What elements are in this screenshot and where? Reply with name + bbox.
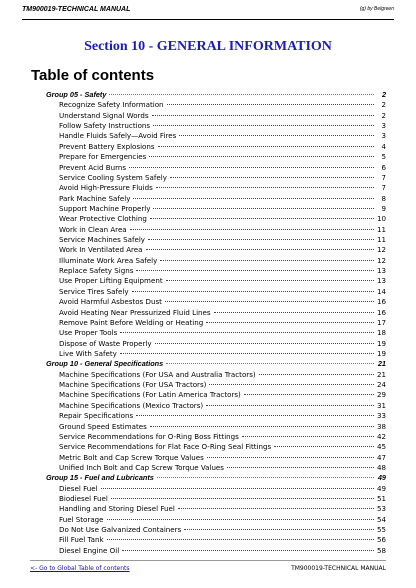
toc-page-number: 45 — [376, 442, 386, 452]
dot-leader — [107, 539, 374, 540]
toc-entry-title: Service Recommendations for Flat Face O-Ring Seal Fittings — [59, 442, 272, 452]
toc-entry-row[interactable] — [46, 266, 386, 276]
toc-entry-row[interactable] — [46, 328, 386, 338]
toc-page-number: 12 — [376, 255, 386, 265]
toc-page-number: 5 — [381, 152, 386, 162]
toc-entry-title: Prevent Acid Burns — [59, 162, 127, 172]
toc-page-number: 13 — [376, 276, 386, 286]
toc-entry-title: Dispose of Waste Properly — [59, 338, 152, 348]
dot-leader — [129, 167, 374, 168]
toc-entry-title: Avoid Heating Near Pressurized Fluid Lines — [59, 307, 211, 317]
toc-entry-row[interactable] — [46, 183, 386, 193]
toc-page-number: 21 — [376, 369, 386, 379]
dot-leader — [153, 208, 374, 209]
toc-page-number: 13 — [376, 266, 386, 276]
toc-entry-row[interactable] — [46, 308, 386, 318]
dot-leader — [214, 312, 374, 313]
toc-page-number: 6 — [381, 162, 386, 172]
toc-page-number: 47 — [376, 452, 386, 462]
toc-page-number: 3 — [381, 121, 386, 131]
dot-leader — [149, 156, 374, 157]
toc-entry-title: Machine Specifications (For USA and Australia Tractors) — [59, 369, 256, 379]
toc-entry-row[interactable] — [46, 525, 386, 535]
dot-leader — [133, 198, 374, 199]
toc-entry-title: Fill Fuel Tank — [59, 535, 104, 545]
toc-entry-row[interactable] — [46, 173, 386, 183]
toc-page-number: 24 — [376, 380, 386, 390]
toc-entry-row[interactable] — [46, 100, 386, 110]
toc-entry-row[interactable] — [46, 276, 386, 286]
toc-entry-row[interactable] — [46, 111, 386, 121]
toc-page-number: 21 — [377, 359, 386, 369]
toc-entry-title: Remove Paint Before Welding or Heating — [59, 317, 204, 327]
toc-entry-title: Service Machines Safely — [59, 235, 145, 245]
toc-entry-title: Understand Signal Words — [59, 110, 149, 120]
toc-group-title: Group 05 - Safety — [46, 90, 107, 99]
dot-leader — [167, 104, 374, 105]
toc-entry-row[interactable] — [46, 390, 386, 400]
dot-leader — [170, 177, 374, 178]
section-title: Section 10 - GENERAL INFORMATION — [84, 39, 332, 54]
toc-page-number: 14 — [376, 286, 386, 296]
toc-entry-row[interactable] — [46, 152, 386, 162]
dot-leader — [179, 135, 374, 136]
toc-page-number: 51 — [376, 494, 386, 504]
toc-entry-title: Do Not Use Galvanized Containers — [59, 525, 182, 535]
dot-leader — [165, 301, 374, 302]
toc-page-number: 48 — [376, 462, 386, 472]
toc-page-number: 19 — [376, 338, 386, 348]
dot-leader — [120, 332, 374, 333]
toc-entry-title: Avoid High-Pressure Fluids — [59, 183, 153, 193]
dot-leader — [148, 239, 374, 240]
footer-manual-title: TM900019-TECHNICAL MANUAL — [291, 565, 386, 572]
toc-entry-row[interactable] — [46, 235, 386, 245]
toc-entry-row[interactable] — [46, 432, 386, 442]
toc-entry-row[interactable] — [46, 318, 386, 328]
toc-entry-row[interactable] — [46, 504, 386, 514]
toc-entry-row[interactable] — [46, 194, 386, 204]
toc-entry-title: Biodiesel Fuel — [59, 494, 108, 504]
dot-leader — [155, 343, 374, 344]
dot-leader — [150, 426, 374, 427]
toc-entry-title: Unified Inch Bolt and Cap Screw Torque Values — [59, 462, 224, 472]
dot-leader — [120, 353, 374, 354]
page-footer — [30, 560, 386, 574]
toc-entry-row[interactable] — [46, 380, 386, 390]
toc-page-number: 38 — [376, 421, 386, 431]
toc-entry-row[interactable] — [46, 535, 386, 545]
toc-page-number: 3 — [381, 131, 386, 141]
toc-page-number: 16 — [376, 297, 386, 307]
toc-group-title: Group 10 - General Specifications — [46, 359, 164, 369]
toc-page-number: 7 — [381, 172, 386, 182]
toc-entry-row[interactable] — [46, 484, 386, 494]
toc-page-number: 2 — [381, 100, 386, 110]
toc-group-row[interactable] — [46, 90, 386, 100]
dot-leader — [146, 249, 374, 250]
toc-entry-row[interactable] — [46, 515, 386, 525]
toc-entry-row[interactable] — [46, 370, 386, 380]
toc-entry-title: Machine Specifications (For USA Tractors) — [59, 380, 207, 390]
toc-entry-title: Live With Safety — [59, 348, 117, 358]
toc-group-title: Group 15 - Fuel and Lubricants — [46, 473, 154, 483]
dot-leader — [184, 529, 374, 530]
dot-leader — [206, 405, 374, 406]
dot-leader — [178, 508, 374, 509]
toc-page-number: 16 — [376, 307, 386, 317]
toc-entry-row[interactable] — [46, 245, 386, 255]
toc-page-number: 49 — [376, 483, 386, 493]
toc-entry-row[interactable] — [46, 422, 386, 432]
toc-entry-title: Metric Bolt and Cap Screw Torque Values — [59, 452, 204, 462]
dot-leader — [242, 436, 374, 437]
toc-entry-title: Machine Specifications (For Latin America Tractors) — [59, 390, 241, 400]
toc-page-number: 17 — [376, 317, 386, 327]
toc-entry-title: Work in Clean Area — [59, 224, 127, 234]
toc-entry-row[interactable] — [46, 494, 386, 504]
toc-page-number: 18 — [376, 328, 386, 338]
dot-leader — [101, 488, 374, 489]
toc-entry-title: Use Proper Lifting Equipment — [59, 276, 163, 286]
dot-leader — [109, 94, 374, 95]
dot-leader — [166, 280, 374, 281]
toc-entry-title: Prepare for Emergencies — [59, 152, 147, 162]
header-publisher: (g) by Belgreen — [359, 6, 394, 12]
dot-leader — [153, 125, 374, 126]
toc-entry-row[interactable] — [46, 204, 386, 214]
toc-entry-title: Recognize Safety Information — [59, 100, 164, 110]
toc-page-number: 29 — [376, 390, 386, 400]
dot-leader — [259, 374, 374, 375]
toc-page-number: 10 — [376, 214, 386, 224]
toc-entry-row[interactable] — [46, 401, 386, 411]
toc-entry-title: Diesel Engine Oil — [59, 545, 120, 555]
toc-entry-title: Fuel Storage — [59, 514, 104, 524]
toc-entry-title: Service Tires Safely — [59, 286, 129, 296]
toc-page-number: 53 — [376, 504, 386, 514]
toc-entry-title: Machine Specifications (Mexico Tractors) — [59, 400, 204, 410]
toc-entry-row[interactable] — [46, 339, 386, 349]
toc-page-number: 11 — [376, 224, 386, 234]
toc-entry-row[interactable] — [46, 121, 386, 131]
toc-page-number: 8 — [381, 193, 386, 203]
header-manual-title: TM900019-TECHNICAL MANUAL — [22, 6, 131, 13]
dot-leader — [136, 270, 374, 271]
toc-page-number: 2 — [381, 110, 386, 120]
toc-entry-title: Wear Protective Clothing — [59, 214, 147, 224]
toc-entry-title: Repair Specifications — [59, 411, 134, 421]
dot-leader — [209, 384, 374, 385]
toc-entry-title: Prevent Battery Explosions — [59, 141, 155, 151]
toc-group-row[interactable] — [46, 359, 386, 369]
toc-entry-title: Handling and Storing Diesel Fuel — [59, 504, 175, 514]
dot-leader — [244, 394, 374, 395]
dot-leader — [157, 477, 374, 478]
toc-entry-row[interactable] — [46, 442, 386, 452]
toc-page-number: 49 — [377, 473, 386, 483]
toc-entry-title: Support Machine Properly — [59, 203, 151, 213]
table-of-contents — [46, 90, 386, 556]
toc-entry-title: Follow Safety Instructions — [59, 121, 151, 131]
dot-leader — [207, 457, 374, 458]
dot-leader — [122, 550, 374, 551]
toc-entry-row[interactable] — [46, 463, 386, 473]
dot-leader — [150, 218, 374, 219]
toc-page-number: 42 — [376, 431, 386, 441]
toc-entry-row[interactable] — [46, 287, 386, 297]
toc-page-number: 7 — [381, 183, 386, 193]
toc-entry-title: Service Recommendations for O-Ring Boss Fittings — [59, 431, 239, 441]
dot-leader — [136, 415, 374, 416]
toc-entry-title: Use Proper Tools — [59, 328, 118, 338]
toc-page-number: 33 — [376, 411, 386, 421]
toc-page-number: 19 — [376, 348, 386, 358]
dot-leader — [206, 322, 374, 323]
dot-leader — [132, 291, 374, 292]
dot-leader — [130, 229, 374, 230]
toc-entry-row[interactable] — [46, 142, 386, 152]
toc-entry-title: Avoid Harmful Asbestos Dust — [59, 297, 162, 307]
dot-leader — [107, 519, 374, 520]
dot-leader — [166, 363, 374, 364]
toc-entry-row[interactable] — [46, 453, 386, 463]
toc-heading: Table of contents — [31, 67, 155, 84]
toc-entry-row[interactable] — [46, 297, 386, 307]
toc-page-number: 9 — [381, 203, 386, 213]
toc-entry-row[interactable] — [46, 163, 386, 173]
toc-page-number: 11 — [376, 235, 386, 245]
global-toc-link[interactable]: <- Go to Global Table of contents — [30, 565, 130, 572]
dot-leader — [160, 260, 374, 261]
toc-page-number: 58 — [376, 545, 386, 555]
toc-entry-title: Replace Safety Signs — [59, 266, 134, 276]
dot-leader — [152, 115, 374, 116]
dot-leader — [274, 446, 374, 447]
toc-page-number: 54 — [376, 514, 386, 524]
toc-entry-row[interactable] — [46, 131, 386, 141]
dot-leader — [227, 467, 374, 468]
toc-entry-title: Handle Fluids Safely—Avoid Fires — [59, 131, 177, 141]
toc-entry-title: Ground Speed Estimates — [59, 421, 147, 431]
dot-leader — [111, 498, 374, 499]
toc-entry-title: Diesel Fuel — [59, 483, 98, 493]
toc-group-row[interactable] — [46, 473, 386, 483]
toc-page-number: 2 — [381, 90, 386, 99]
toc-entry-title: Work In Ventilated Area — [59, 245, 143, 255]
toc-entry-row[interactable] — [46, 546, 386, 556]
toc-entry-title: Illuminate Work Area Safely — [59, 255, 158, 265]
toc-entry-title: Service Cooling System Safely — [59, 172, 167, 182]
toc-page-number: 55 — [376, 525, 386, 535]
toc-entry-row[interactable] — [46, 214, 386, 224]
toc-entry-row[interactable] — [46, 225, 386, 235]
toc-entry-title: Park Machine Safely — [59, 193, 131, 203]
dot-leader — [158, 146, 374, 147]
page-header — [22, 6, 394, 20]
dot-leader — [156, 187, 374, 188]
toc-page-number: 31 — [376, 400, 386, 410]
toc-page-number: 4 — [381, 141, 386, 151]
toc-page-number: 12 — [376, 245, 386, 255]
toc-entry-row[interactable] — [46, 256, 386, 266]
toc-entry-row[interactable] — [46, 411, 386, 421]
toc-page-number: 56 — [376, 535, 386, 545]
toc-entry-row[interactable] — [46, 349, 386, 359]
